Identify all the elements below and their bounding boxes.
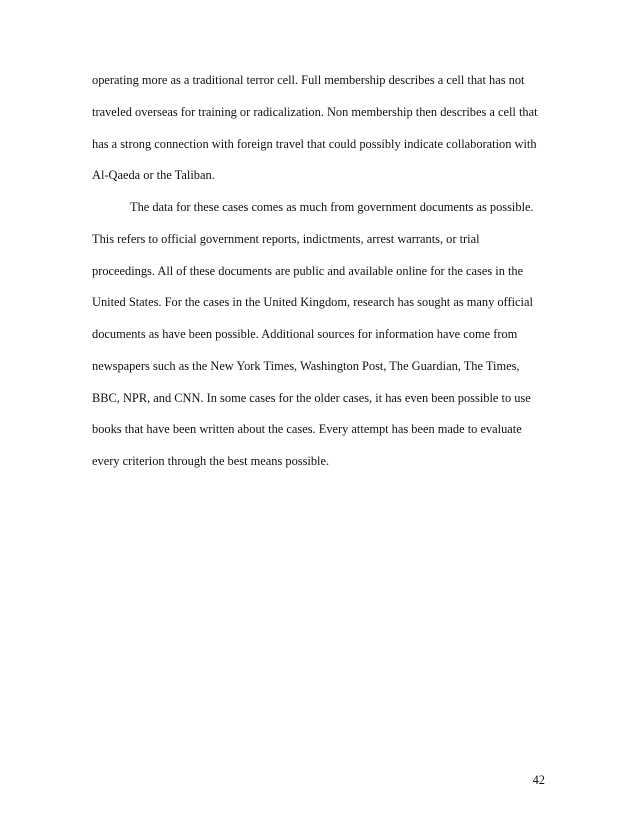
text-line: Al-Qaeda or the Taliban. [92, 168, 215, 182]
text-line: BBC, NPR, and CNN. In some cases for the older cases, it has even been possible to use [92, 391, 531, 405]
page-number: 42 [532, 773, 545, 787]
text-line: newspapers such as the New York Times, Washington Post, The Guardian, The Times, [92, 359, 520, 373]
text-line: books that have been written about the cases. Every attempt has been made to evaluate [92, 422, 522, 436]
text-line: every criterion through the best means possible. [92, 454, 330, 468]
text-line: The data for these cases comes as much from government documents as possible. [130, 200, 534, 214]
text-line: has a strong connection with foreign travel that could possibly indicate collaboration with [92, 137, 537, 151]
text-line: operating more as a traditional terror cell. Full membership describes a cell that has not [92, 73, 525, 87]
text-line: documents as have been possible. Additional sources for information have come from [92, 327, 518, 341]
text-line: traveled overseas for training or radicalization. Non membership then describes a cell that [92, 105, 538, 119]
text-line: United States. For the cases in the United Kingdom, research has sought as many official [92, 295, 533, 309]
text-line: proceedings. All of these documents are public and available online for the cases in the [92, 264, 524, 278]
text-line: This refers to official government reports, indictments, arrest warrants, or trial [92, 232, 480, 246]
